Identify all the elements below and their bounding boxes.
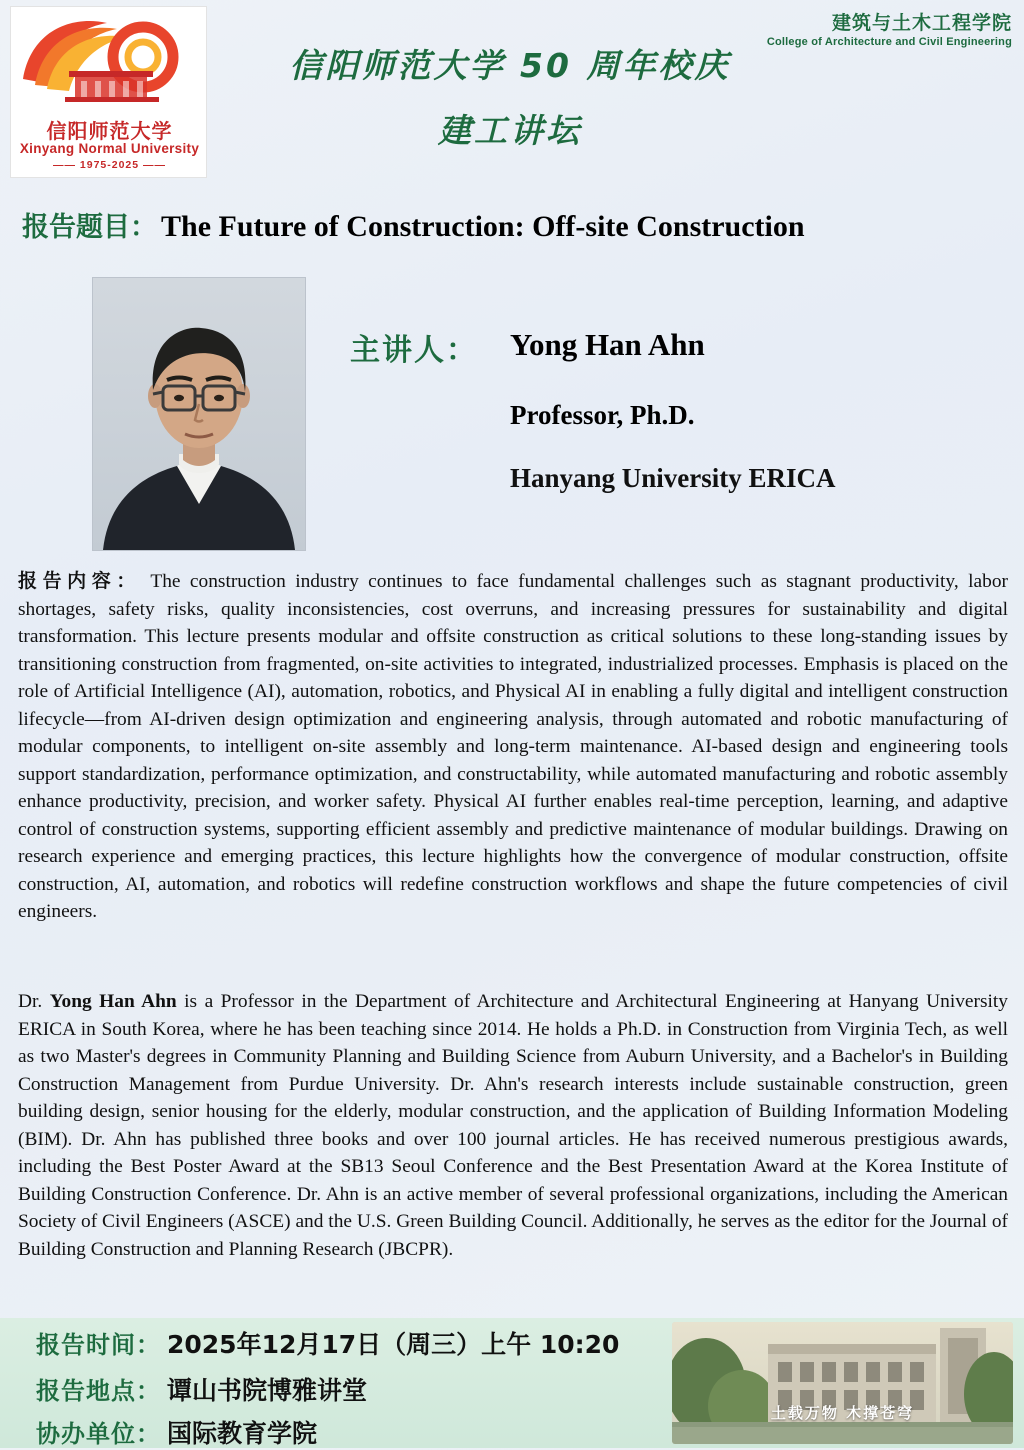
abstract-text: The construction industry continues to face fundamental challenges such as stagnant productivity, labor shortages, safety risks, quality inconsistencies, cost overruns, and increasing pressures for sustainability and digital transformation. This lecture presents modular and offsite construction as critical solutions to these long-standing issues by transitioning construction from fragmented, on-site activities to integrated, industrialized processes. Emphasis is placed on the role of Artificial Intelligence (AI), automation, robotics, and Physical AI in enabling a fully digital and intelligent construction lifecycle—from AI-driven design optimization and engineering analysis, through automated and robotic manufacturing of modular components, to intelligent on-site assembly and long-term maintenance. AI-based design and engineering tools support standardization, performance optimization, and constructability, while automated manufacturing and robotic assembly enhance productivity, precision, and worker safety. Physical AI further enables real-time perception, learning, and adaptive control of construction systems, supporting efficient assembly and predictive maintenance of modular buildings. Drawing on research experience and emerging practices, this lecture highlights how the convergence of modular construction, offsite construction, AI, automation, and robotics will redefine construction workflows and shape the future competencies of civil engineers.	[18, 571, 1008, 922]
anniversary-50-icon	[11, 9, 207, 113]
poster-header	[0, 0, 1024, 185]
speaker-title: Professor, Ph.D.	[510, 400, 695, 430]
university-logo	[10, 6, 207, 178]
bio-name: Yong Han Ahn	[49, 991, 177, 1012]
footer-organizer-value: 国际教育学院	[167, 1419, 318, 1448]
logo-university-name-en: Xinyang Normal University	[19, 141, 200, 156]
abstract-section	[18, 568, 1008, 926]
speaker-affiliation: Hanyang University ERICA	[510, 463, 836, 493]
logo-university-name-cn: 信阳师范大学	[46, 119, 173, 143]
topic-row	[22, 205, 1007, 244]
college-name-en: College of Architecture and Civil Engineering	[766, 36, 1012, 48]
footer-place-value: 谭山书院博雅讲堂	[167, 1376, 368, 1405]
poster-title-line2: 建工讲坛	[438, 111, 582, 150]
footer-time-row	[36, 1325, 619, 1361]
speaker-name: Yong Han Ahn	[510, 327, 705, 362]
footer-time-label: 报告时间：	[36, 1331, 161, 1359]
footer-organizer-label: 协办单位：	[36, 1420, 161, 1448]
speaker-photo	[92, 277, 306, 551]
footer-organizer-row	[36, 1414, 317, 1450]
topic-value: The Future of Construction: Off-site Construction	[161, 210, 805, 243]
poster-title-line1: 信阳师范大学 50 周年校庆	[289, 46, 731, 85]
abstract-label: 报告内容：	[18, 570, 141, 592]
bio-section	[18, 988, 1008, 1263]
footer-place-label: 报告地点：	[36, 1377, 161, 1405]
topic-label: 报告题目：	[22, 212, 157, 243]
footer-time-value: 2025年12月17日（周三）上午 10:20	[167, 1330, 620, 1359]
college-name-cn: 建筑与土木工程学院	[831, 12, 1012, 34]
logo-years: —— 1975-2025 ——	[52, 159, 167, 171]
bio-prefix: Dr.	[18, 991, 50, 1012]
campus-photo-caption: 土载万物 木撑苍穹	[770, 1404, 915, 1422]
bio-text: is a Professor in the Department of Architecture and Architectural Engineering at Hanyang University ERICA in South Korea, where he has been teaching since 2014. He holds a Ph.D. in Construction from Virginia Tech, as well as two Master's degrees in Community Planning and Building Science from Auburn University, and a Bachelor's in Building Construction Management from Purdue University. Dr. Ahn's research interests include sustainable construction, green building design, senior housing for the elderly, modular construction, and the application of Building Information Modeling (BIM). Dr. Ahn has published three books and over 100 journal articles. He has received numerous prestigious awards, including the Best Poster Award at the SB13 Seoul Conference and the Best Presentation Award at the Korea Institute of Building Construction Conference. Dr. Ahn is an active member of several professional organizations, including the American Society of Civil Engineers (ASCE) and the U.S. Green Building Council. Additionally, he serves as the editor for the Journal of Building Construction and Planning Research (JBCPR).	[18, 991, 1008, 1260]
footer-place-row	[36, 1371, 367, 1407]
campus-building-photo	[672, 1322, 1013, 1444]
speaker-label: 主讲人：	[350, 333, 478, 368]
